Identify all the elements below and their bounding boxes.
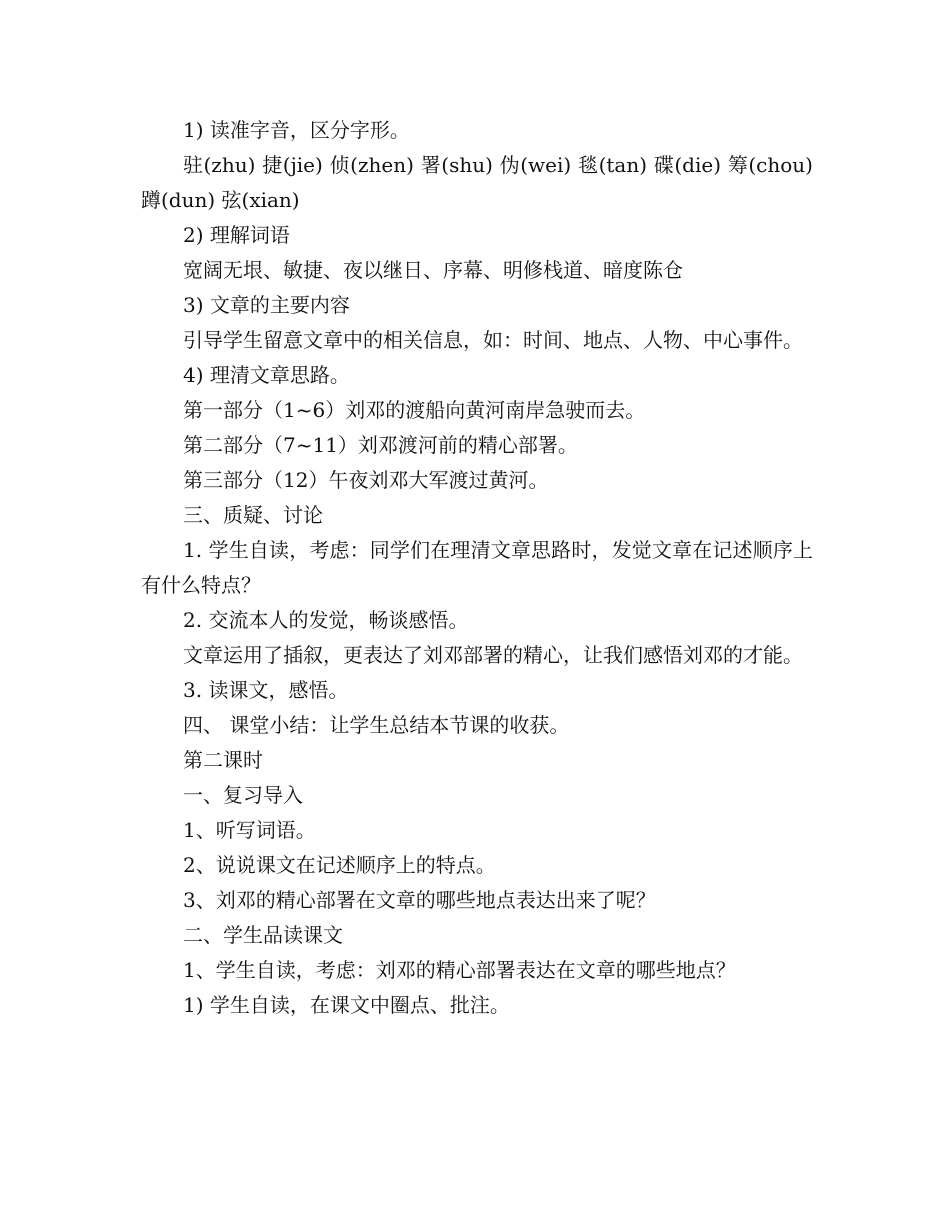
- paragraph-16: 四、 课堂小结：让学生总结本节课的收获。: [183, 713, 570, 737]
- paragraph-24: 1) 学生自读，在课文中圈点、批注。: [183, 993, 510, 1017]
- paragraph-22: 二、学生品读课文: [183, 923, 343, 947]
- paragraph-19: 1、听写词语。: [183, 818, 316, 842]
- paragraph-2: 驻(zhu) 捷(jie) 侦(zhen) 署(shu) 伪(wei) 毯(tan) 碟(die) 筹(chou) 蹲(dun) 弦(xian): [141, 153, 820, 212]
- paragraph-17: 第二课时: [183, 748, 263, 772]
- paragraph-7: 4) 理清文章思路。: [183, 363, 350, 387]
- paragraph-6: 引导学生留意文章中的相关信息，如：时间、地点、人物、中心事件。: [183, 328, 803, 352]
- paragraph-11: 三、质疑、讨论: [183, 503, 323, 527]
- paragraph-13: 2. 交流本人的发觉，畅谈感悟。: [183, 608, 469, 632]
- paragraph-8: 第一部分（1~6）刘邓的渡船向黄河南岸急驶而去。: [183, 398, 646, 422]
- paragraph-18: 一、复习导入: [183, 783, 303, 807]
- paragraph-4: 宽阔无垠、敏捷、夜以继日、序幕、明修栈道、暗度陈仓: [183, 258, 683, 282]
- paragraph-12: 1. 学生自读，考虑：同学们在理清文章思路时，发觉文章在记述顺序上有什么特点？: [141, 538, 813, 597]
- paragraph-14: 文章运用了插叙，更表达了刘邓部署的精心，让我们感悟刘邓的才能。: [183, 643, 803, 667]
- paragraph-23: 1、学生自读，考虑：刘邓的精心部署表达在文章的哪些地点？: [183, 958, 736, 982]
- document-body: [141, 113, 820, 1023]
- paragraph-21: 3、刘邓的精心部署在文章的哪些地点表达出来了呢？: [183, 888, 656, 912]
- paragraph-9: 第二部分（7~11）刘邓渡河前的精心部署。: [183, 433, 578, 457]
- paragraph-20: 2、说说课文在记述顺序上的特点。: [183, 853, 496, 877]
- paragraph-10: 第三部分（12）午夜刘邓大军渡过黄河。: [183, 468, 549, 492]
- paragraph-3: 2) 理解词语: [183, 223, 290, 247]
- paragraph-5: 3) 文章的主要内容: [183, 293, 350, 317]
- paragraph-15: 3. 读课文，感悟。: [183, 678, 349, 702]
- paragraph-1: 1) 读准字音，区分字形。: [183, 118, 410, 142]
